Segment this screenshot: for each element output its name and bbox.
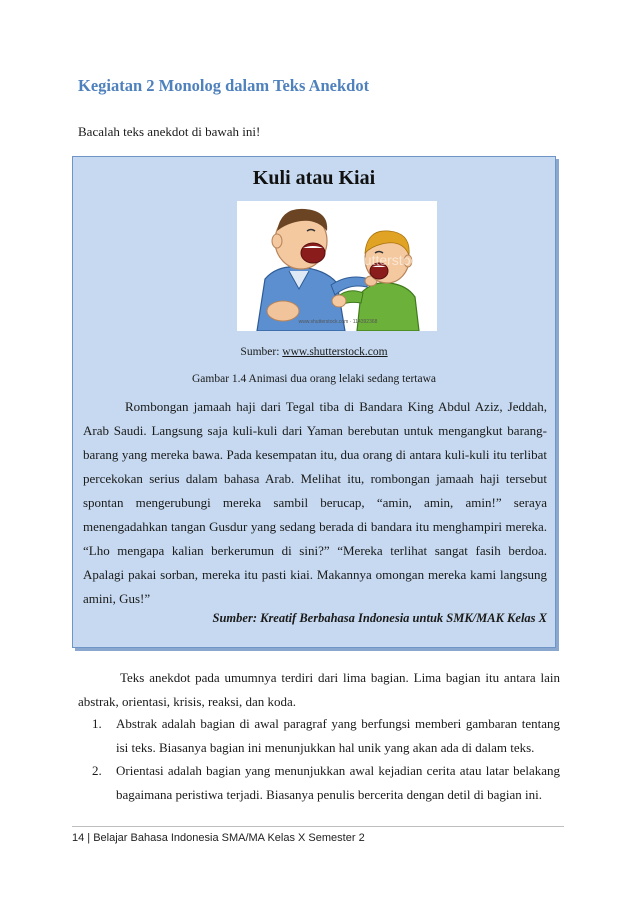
page-footer: 14 | Belajar Bahasa Indonesia SMA/MA Kelas X Semester 2 [72,832,365,844]
anecdote-title: Kuli atau Kiai [252,167,376,189]
list-number: 2. [92,763,102,778]
image-watermark: www.shutterstock.com · 114392368 [298,319,378,325]
list-item-text: Orientasi adalah bagian yang menunjukkan awal kejadian cerita atau latar belakang bagaimana peristiwa terjadi. Biasanya penulis bercerita dengan detil di bagian ini. [116,763,560,802]
laughing-men-image [237,201,437,331]
instruction-text: Bacalah teks anekdot di bawah ini! [78,124,261,139]
list-item [78,712,560,759]
list-item-text: Abstrak adalah bagian di awal paragraf yang berfungsi memberi gambaran tentang isi teks. Biasanya bagian ini menunjukkan hal unik yang akan ada di dalam teks. [116,716,560,755]
shutterstock-link[interactable]: www.shutterstock.com [282,346,388,358]
image-source [73,346,555,358]
text-source: Sumber: Kreatif Berbahasa Indonesia untuk SMK/MAK Kelas X [212,611,547,625]
section-heading: Kegiatan 2 Monolog dalam Teks Anekdot [78,76,370,95]
anecdote-box [72,156,556,648]
image-caption: Gambar 1.4 Animasi dua orang lelaki sedang tertawa [192,373,436,385]
image-source-label: Sumber: [240,346,283,358]
svg-text:shutterstock: shutterstock [349,252,425,268]
structure-paragraph: Teks anekdot pada umumnya terdiri dari lima bagian. Lima bagian itu antara lain abstrak, orientasi, krisis, reaksi, dan koda. [78,670,560,709]
footer-divider [72,826,564,827]
structure-list [78,712,560,806]
list-number: 1. [92,716,102,731]
laughing-men-illustration [237,201,437,331]
anecdote-story: Rombongan jamaah haji dari Tegal tiba di Bandara King Abdul Aziz, Jeddah, Arab Saudi. Langsung saja kuli-kuli dari Yaman berebutan untuk mengangkut barang-barang yang mereka bawa. Pada kesempatan itu, dua orang di antara kuli-kuli itu terlibat percekokan serius dalam bahasa Arab. Melihat itu, rombongan jamaah haji tersebut spontan mengerubungi mereka sambil berucap, “amin, amin, amin!” seraya menengadahkan tangan Gusdur yang sedang berada di bandara itu menghampiri mereka. “Lho mengapa kalian berkerumun di sini?” “Mereka terlihat sangat fasih berdoa. Apalagi pakai sorban, mereka itu pasti kiai. Makannya omongan mereka kami langsung amini, Gus!” [83,399,547,606]
list-item [78,759,560,806]
